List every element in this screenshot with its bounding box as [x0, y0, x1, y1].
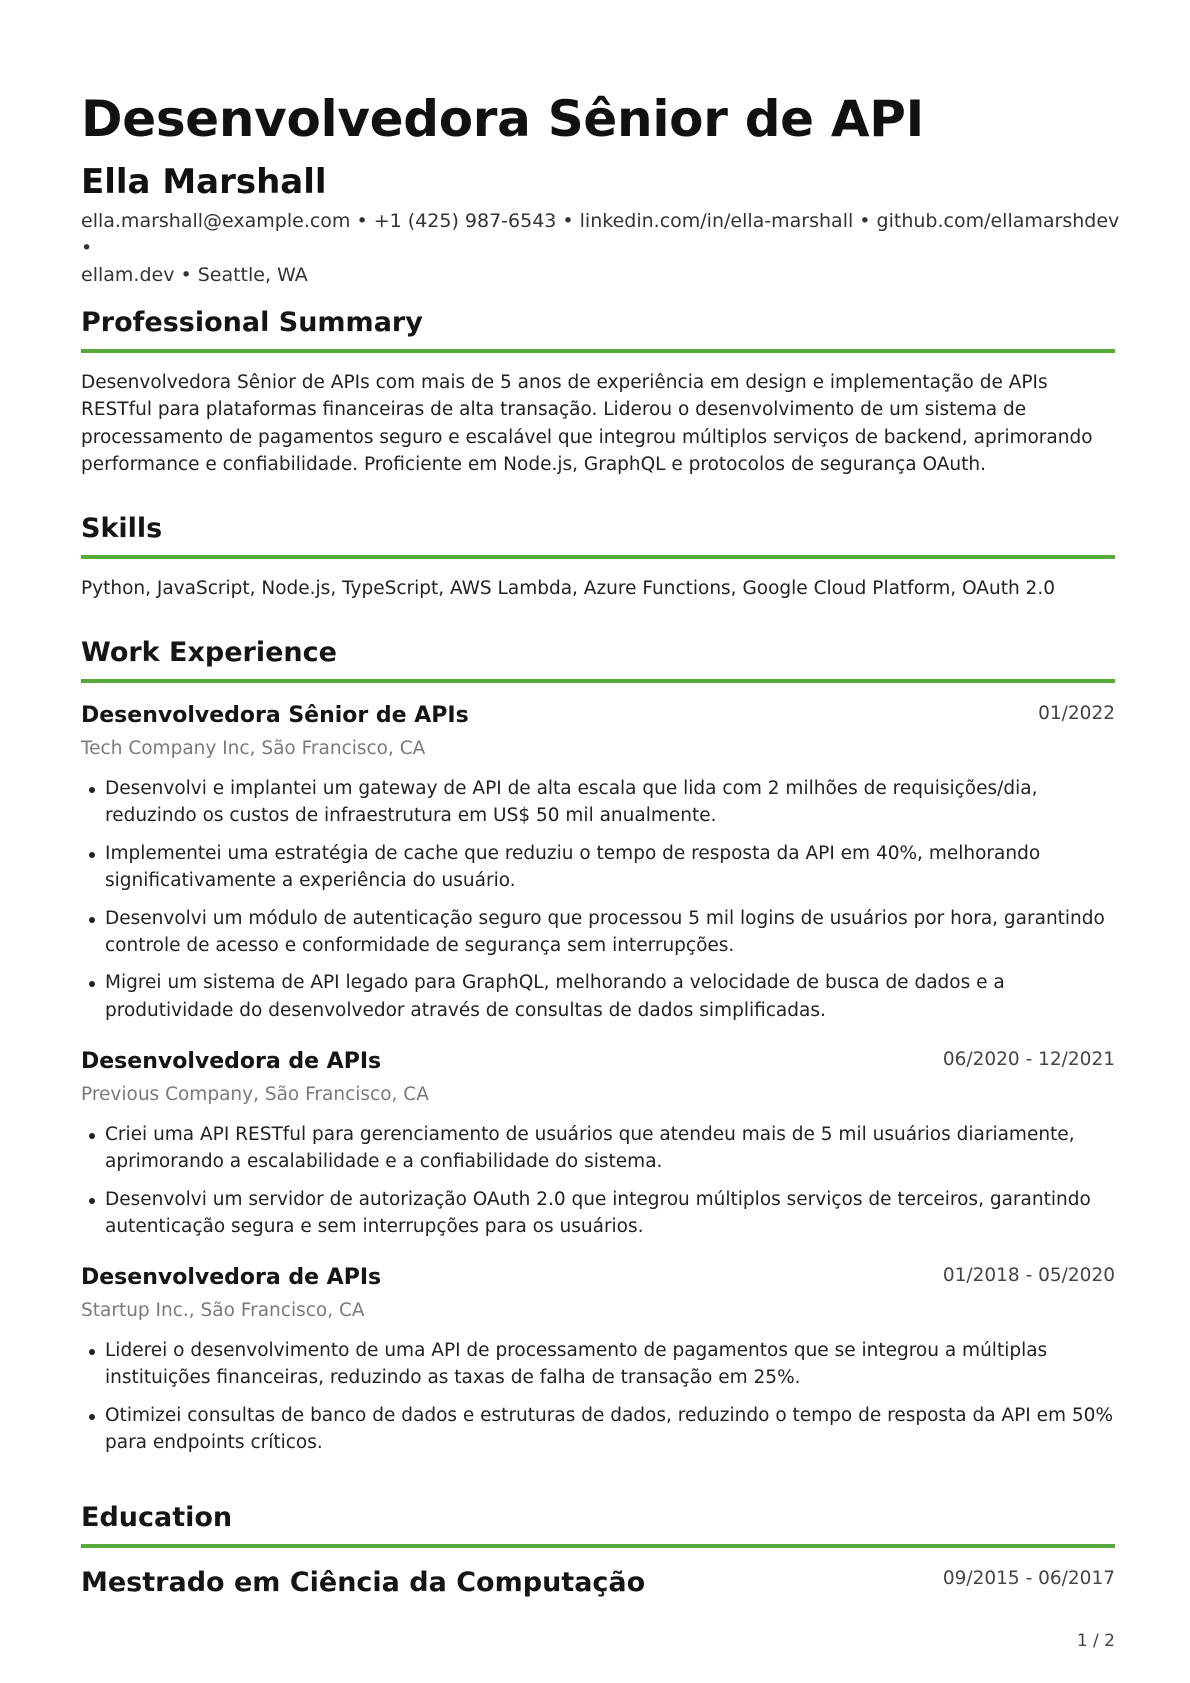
education-date: 09/2015 - 06/2017 [942, 1568, 1115, 1589]
education-degree: Mestrado em Ciência da Computação [81, 1567, 646, 1598]
job-bullets [81, 1337, 1115, 1467]
job-title: Desenvolvedora de APIs [81, 1049, 382, 1074]
job-title: Desenvolvedora Sênior de APIs [81, 703, 469, 728]
job-bullet: Criei uma API RESTful para gerenciamento de usuários que atendeu mais de 5 mil usuários diariamente, aprimorando a escalabilidade e a confiabilidade do sistema. [81, 1121, 1115, 1176]
summary-heading: Professional Summary [81, 304, 1115, 353]
job-bullets [81, 1121, 1115, 1251]
work-experience-heading: Work Experience [81, 634, 1115, 683]
summary-text: Desenvolvedora Sênior de APIs com mais de 5 anos de experiência em design e implementação de APIs RESTful para plataformas financeiras de alta transação. Liderou o desenvolvimento de um sistema de processamento de pagamentos seguro e escalável que integrou múltiplos serviços de backend, aprimorando performance e confiabilidade. Proficiente em Node.js, GraphQL e protocolos de segurança OAuth. [81, 372, 1093, 476]
job-bullet: Desenvolvi um módulo de autenticação seguro que processou 5 mil logins de usuários por hora, garantindo controle de acesso e conformidade de segurança sem interrupções. [81, 905, 1115, 960]
job-bullet: Liderei o desenvolvimento de uma API de processamento de pagamentos que se integrou a múltiplas instituições financeiras, reduzindo as taxas de falha de transação em 25%. [81, 1337, 1115, 1392]
job-company: Tech Company Inc, São Francisco, CA [81, 738, 426, 759]
job-bullet: Desenvolvi um servidor de autorização OAuth 2.0 que integrou múltiplos serviços de terceiros, garantindo autenticação segura e sem interrupções para os usuários. [81, 1186, 1115, 1241]
job-bullet: Otimizei consultas de banco de dados e estruturas de dados, reduzindo o tempo de resposta da API em 50% para endpoints críticos. [81, 1402, 1115, 1457]
job-date: 01/2022 [1038, 703, 1115, 724]
page-number: 1 / 2 [1076, 1631, 1115, 1651]
contact-info [81, 208, 1121, 289]
job-bullets [81, 775, 1115, 1034]
job-bullet: Migrei um sistema de API legado para GraphQL, melhorando a velocidade de busca de dados e a produtividade do desenvolvedor através de consultas de dados simplificadas. [81, 969, 1115, 1024]
job-title: Desenvolvedora de APIs [81, 1265, 382, 1290]
job-company: Startup Inc., São Francisco, CA [81, 1300, 365, 1321]
job-company: Previous Company, São Francisco, CA [81, 1084, 429, 1105]
job-bullet: Implementei uma estratégia de cache que reduziu o tempo de resposta da API em 40%, melhorando significativamente a experiência do usuário. [81, 840, 1115, 895]
skills-heading: Skills [81, 510, 1115, 559]
person-name: Ella Marshall [81, 162, 327, 202]
job-date: 06/2020 - 12/2021 [942, 1049, 1115, 1070]
job-date: 01/2018 - 05/2020 [942, 1265, 1115, 1286]
contact-line-2: ellam.dev • Seattle, WA [81, 264, 308, 286]
skills-text: Python, JavaScript, Node.js, TypeScript, AWS Lambda, Azure Functions, Google Cloud Platform, OAuth 2.0 [81, 578, 1055, 599]
resume-title: Desenvolvedora Sênior de API [81, 90, 924, 148]
education-heading: Education [81, 1499, 1115, 1548]
contact-line-1: ella.marshall@example.com • +1 (425) 987-6543 • linkedin.com/in/ella-marshall • github.com/ellamarshdev • [81, 210, 1120, 259]
job-bullet: Desenvolvi e implantei um gateway de API de alta escala que lida com 2 milhões de requisições/dia, reduzindo os custos de infraestrutura em US$ 50 mil anualmente. [81, 775, 1115, 830]
